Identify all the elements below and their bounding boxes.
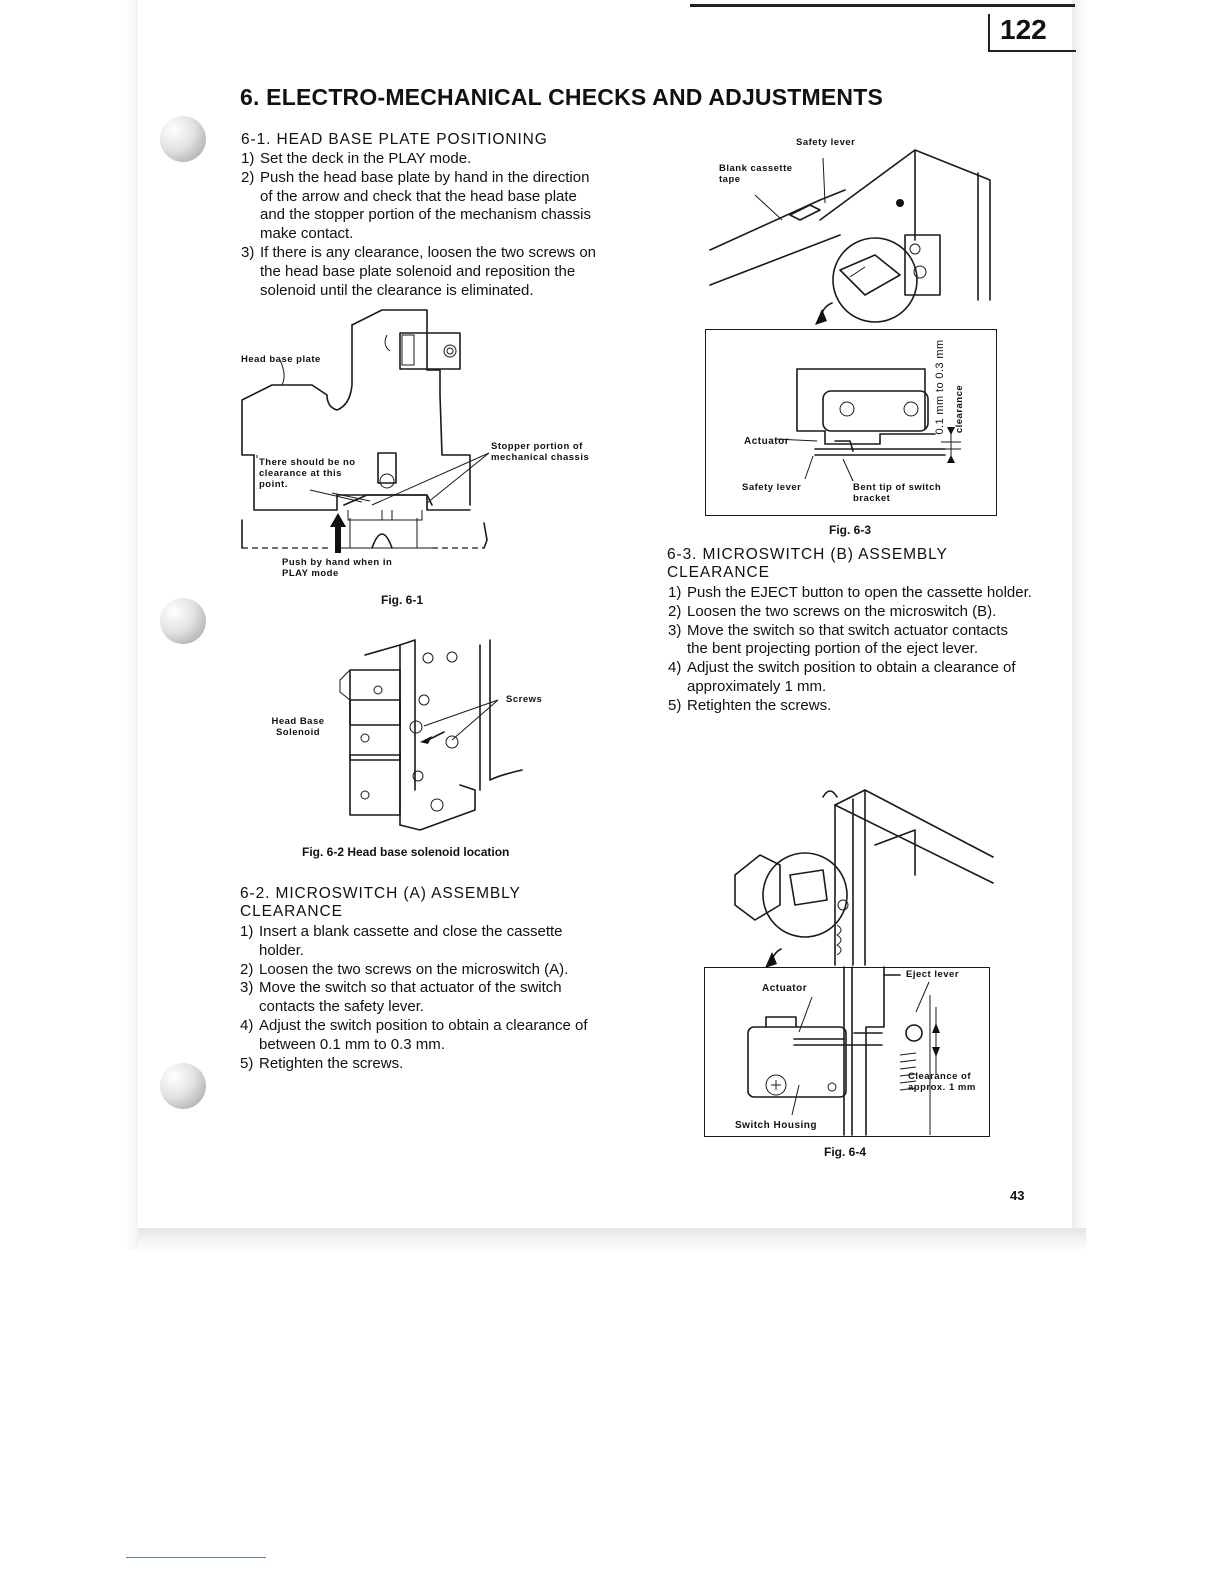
fig-6-4-caption: Fig. 6-4 [824, 1145, 867, 1159]
fig-6-2-label-screws: Screws [506, 694, 543, 705]
fig-6-3-label-bent-tip: Bent tip of switch bracket [853, 482, 942, 504]
list-item: 4) Adjust the switch position to obtain a clearance of approximately 1 mm. [668, 659, 1016, 695]
list-item: 5) Retighten the screws. [240, 1054, 404, 1072]
list-item: 1) Set the deck in the PLAY mode. [241, 150, 472, 167]
fig-6-1-label-no-clearance: There should be no clearance at this point. [259, 457, 356, 490]
fig-6-2-label-solenoid: Head Base Solenoid [271, 716, 325, 738]
fig-6-3-caption: Fig. 6-3 [829, 523, 872, 537]
section-1-steps [241, 150, 603, 300]
list-item: 2) Loosen the two screws on the microswitch (A). [240, 960, 569, 978]
section-1-heading: 6-1. HEAD BASE PLATE POSITIONING [241, 131, 548, 148]
binder-hole-bottom [160, 1063, 206, 1109]
section-3-steps [668, 584, 1032, 716]
list-item: 2) Push the head base plate by hand in the direction of the arrow and check that the head base plate and the stopper portion of the mechanism chassis make contact. [241, 168, 592, 243]
header-rule [690, 4, 1075, 7]
fig-6-4-label-clearance: Clearance of approx. 1 mm [908, 1071, 976, 1093]
list-item: 3) If there is any clearance, loosen the two screws on the head base plate solenoid and reposition the solenoid until the clearance is eliminated. [241, 243, 597, 299]
list-item: 2) Loosen the two screws on the microswitch (B). [668, 602, 997, 620]
list-item: 3) Move the switch so that actuator of the switch contacts the safety lever. [240, 979, 562, 1016]
fig-6-1-label-head-base-plate: Head base plate [241, 354, 321, 365]
fig-6-4-label-switch-housing: Switch Housing [735, 1120, 817, 1131]
fig-6-2-drawing [340, 640, 543, 840]
list-item: 4) Adjust the switch position to obtain a clearance of between 0.1 mm to 0.3 mm. [240, 1016, 588, 1053]
list-item: 1) Insert a blank cassette and close the cassette holder. [240, 923, 563, 959]
fig-6-3-label-blank-tape: Blank cassette tape [719, 163, 793, 185]
bottom-underline [126, 1557, 266, 1558]
fig-6-2-caption: Fig. 6-2 Head base solenoid location [302, 845, 510, 859]
fig-6-4-detail-drawing [704, 967, 990, 1137]
section-2-steps [240, 923, 602, 1073]
section-3-heading: 6-3. MICROSWITCH (B) ASSEMBLY CLEARANCE [667, 546, 948, 581]
binder-hole-top [160, 116, 206, 162]
page-number: 122 [1000, 14, 1047, 45]
fig-6-1-label-stopper: Stopper portion of mechanical chassis [491, 441, 590, 463]
page-title: 6. ELECTRO-MECHANICAL CHECKS AND ADJUSTMENTS [240, 84, 884, 110]
fig-6-3-label-safety-lever-top: Safety lever [796, 137, 856, 148]
binder-hole-middle [160, 598, 206, 644]
page-edge-left [126, 0, 138, 1250]
fig-6-3-label-clearance-range: 0.1 mm to 0.3 mm [934, 339, 946, 435]
fig-6-1-caption: Fig. 6-1 [381, 593, 424, 607]
list-item: 1) Push the EJECT button to open the cassette holder. [668, 584, 1032, 601]
list-item: 3) Move the switch so that switch actuator contacts the bent projecting portion of the eject lever. [668, 621, 1008, 658]
fig-6-3-label-safety-lever: Safety lever [742, 482, 802, 493]
page-edge-right [1072, 0, 1086, 1245]
fig-6-4-label-eject-lever: Eject lever [906, 969, 960, 980]
fig-6-3-label-clearance: clearance [954, 384, 965, 434]
fig-6-1-label-push: Push by hand when in PLAY mode [282, 557, 393, 579]
list-item: 5) Retighten the screws. [668, 696, 832, 714]
footer-page-number: 43 [1010, 1188, 1025, 1203]
fig-6-4-label-actuator: Actuator [762, 983, 808, 994]
fig-6-3-label-actuator: Actuator [744, 436, 790, 447]
page-edge-bottom [138, 1228, 1086, 1252]
fig-6-4-perspective-drawing [725, 785, 1000, 970]
section-2-heading: 6-2. MICROSWITCH (A) ASSEMBLY CLEARANCE [240, 885, 521, 920]
